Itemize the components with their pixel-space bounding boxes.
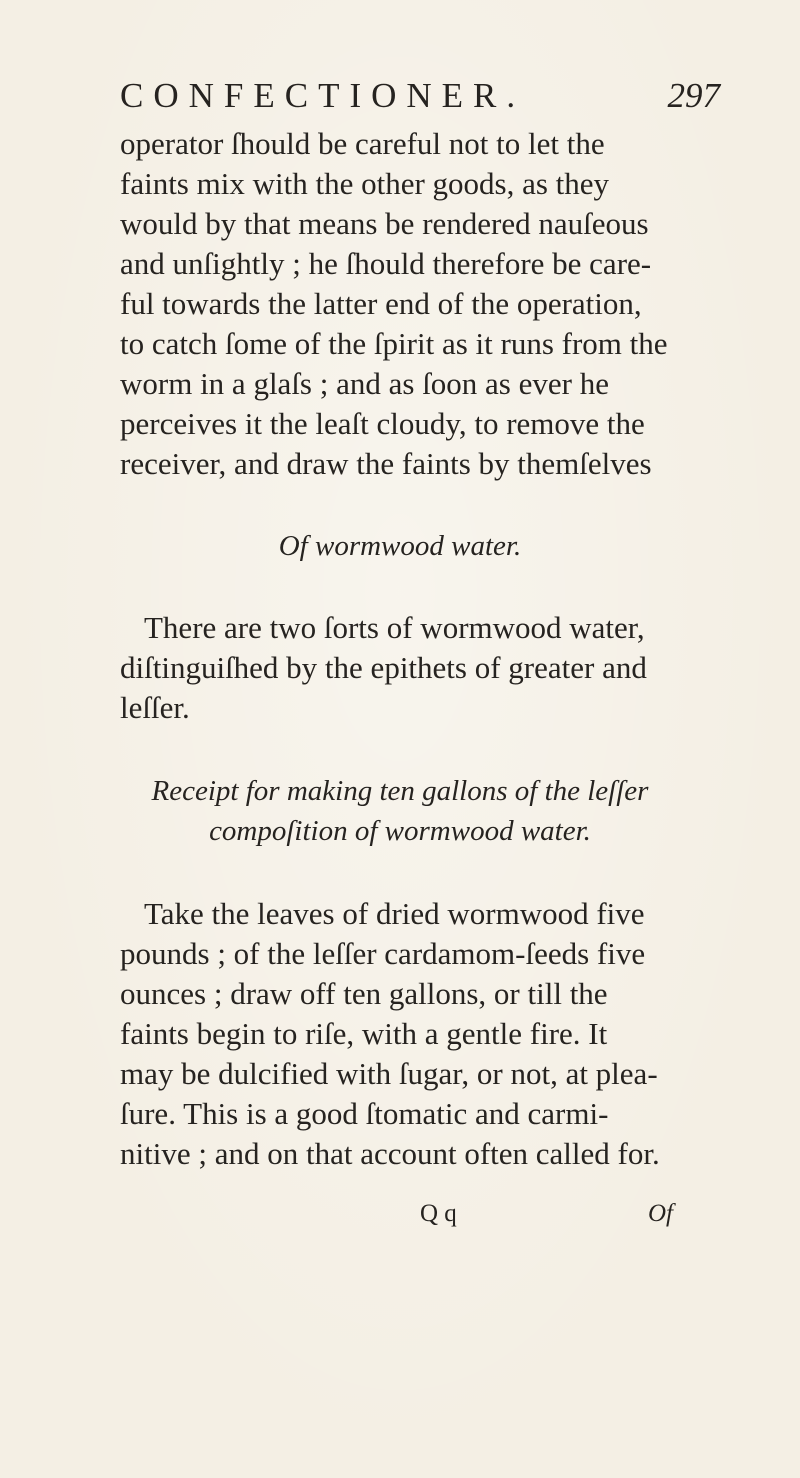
text-line: ful towards the latter end of the operation, (120, 286, 642, 321)
text-line: ounces ; draw off ten gallons, or till the (120, 976, 608, 1011)
catchword: Of (648, 1200, 673, 1227)
text-line: leſſer. (120, 690, 190, 725)
text-line: pounds ; of the leſſer cardamom-ſeeds five (120, 936, 646, 971)
section-heading: Of wormwood water. (278, 530, 522, 562)
text-line: perceives it the leaſt cloudy, to remove the (120, 406, 645, 441)
running-title: CONFECTIONER. (120, 76, 526, 115)
text-line: There are two ſorts of wormwood water, (144, 610, 645, 645)
text-line: and unſightly ; he ſhould therefore be care- (120, 246, 652, 281)
text-line: faints begin to riſe, with a gentle fire. It (120, 1016, 608, 1051)
text-line: to catch ſome of the ſpirit as it runs from the (120, 326, 668, 361)
receipt-heading-line: compoſition of wormwood water. (209, 815, 591, 847)
text-line: Take the leaves of dried wormwood five (144, 896, 645, 931)
text-line: would by that means be rendered nauſeous (120, 206, 649, 241)
text-line: faints mix with the other goods, as they (120, 166, 610, 201)
receipt-heading-line: Receipt for making ten gallons of the leſſer (151, 775, 649, 807)
running-head (120, 76, 720, 116)
text-line: may be dulcified with ſugar, or not, at plea- (120, 1056, 658, 1091)
text-line: nitive ; and on that account often called for. (120, 1136, 660, 1171)
text-line: diſtinguiſhed by the epithets of greater and (120, 650, 647, 685)
text-line: operator ſhould be careful not to let the (120, 126, 605, 161)
text-line: worm in a glaſs ; and as ſoon as ever he (120, 366, 609, 401)
page-number: 297 (667, 76, 720, 115)
text-line: ſure. This is a good ſtomatic and carmi- (120, 1096, 609, 1131)
signature-mark: Q q (420, 1200, 457, 1227)
text-line: receiver, and draw the faints by themſelves (120, 446, 652, 481)
